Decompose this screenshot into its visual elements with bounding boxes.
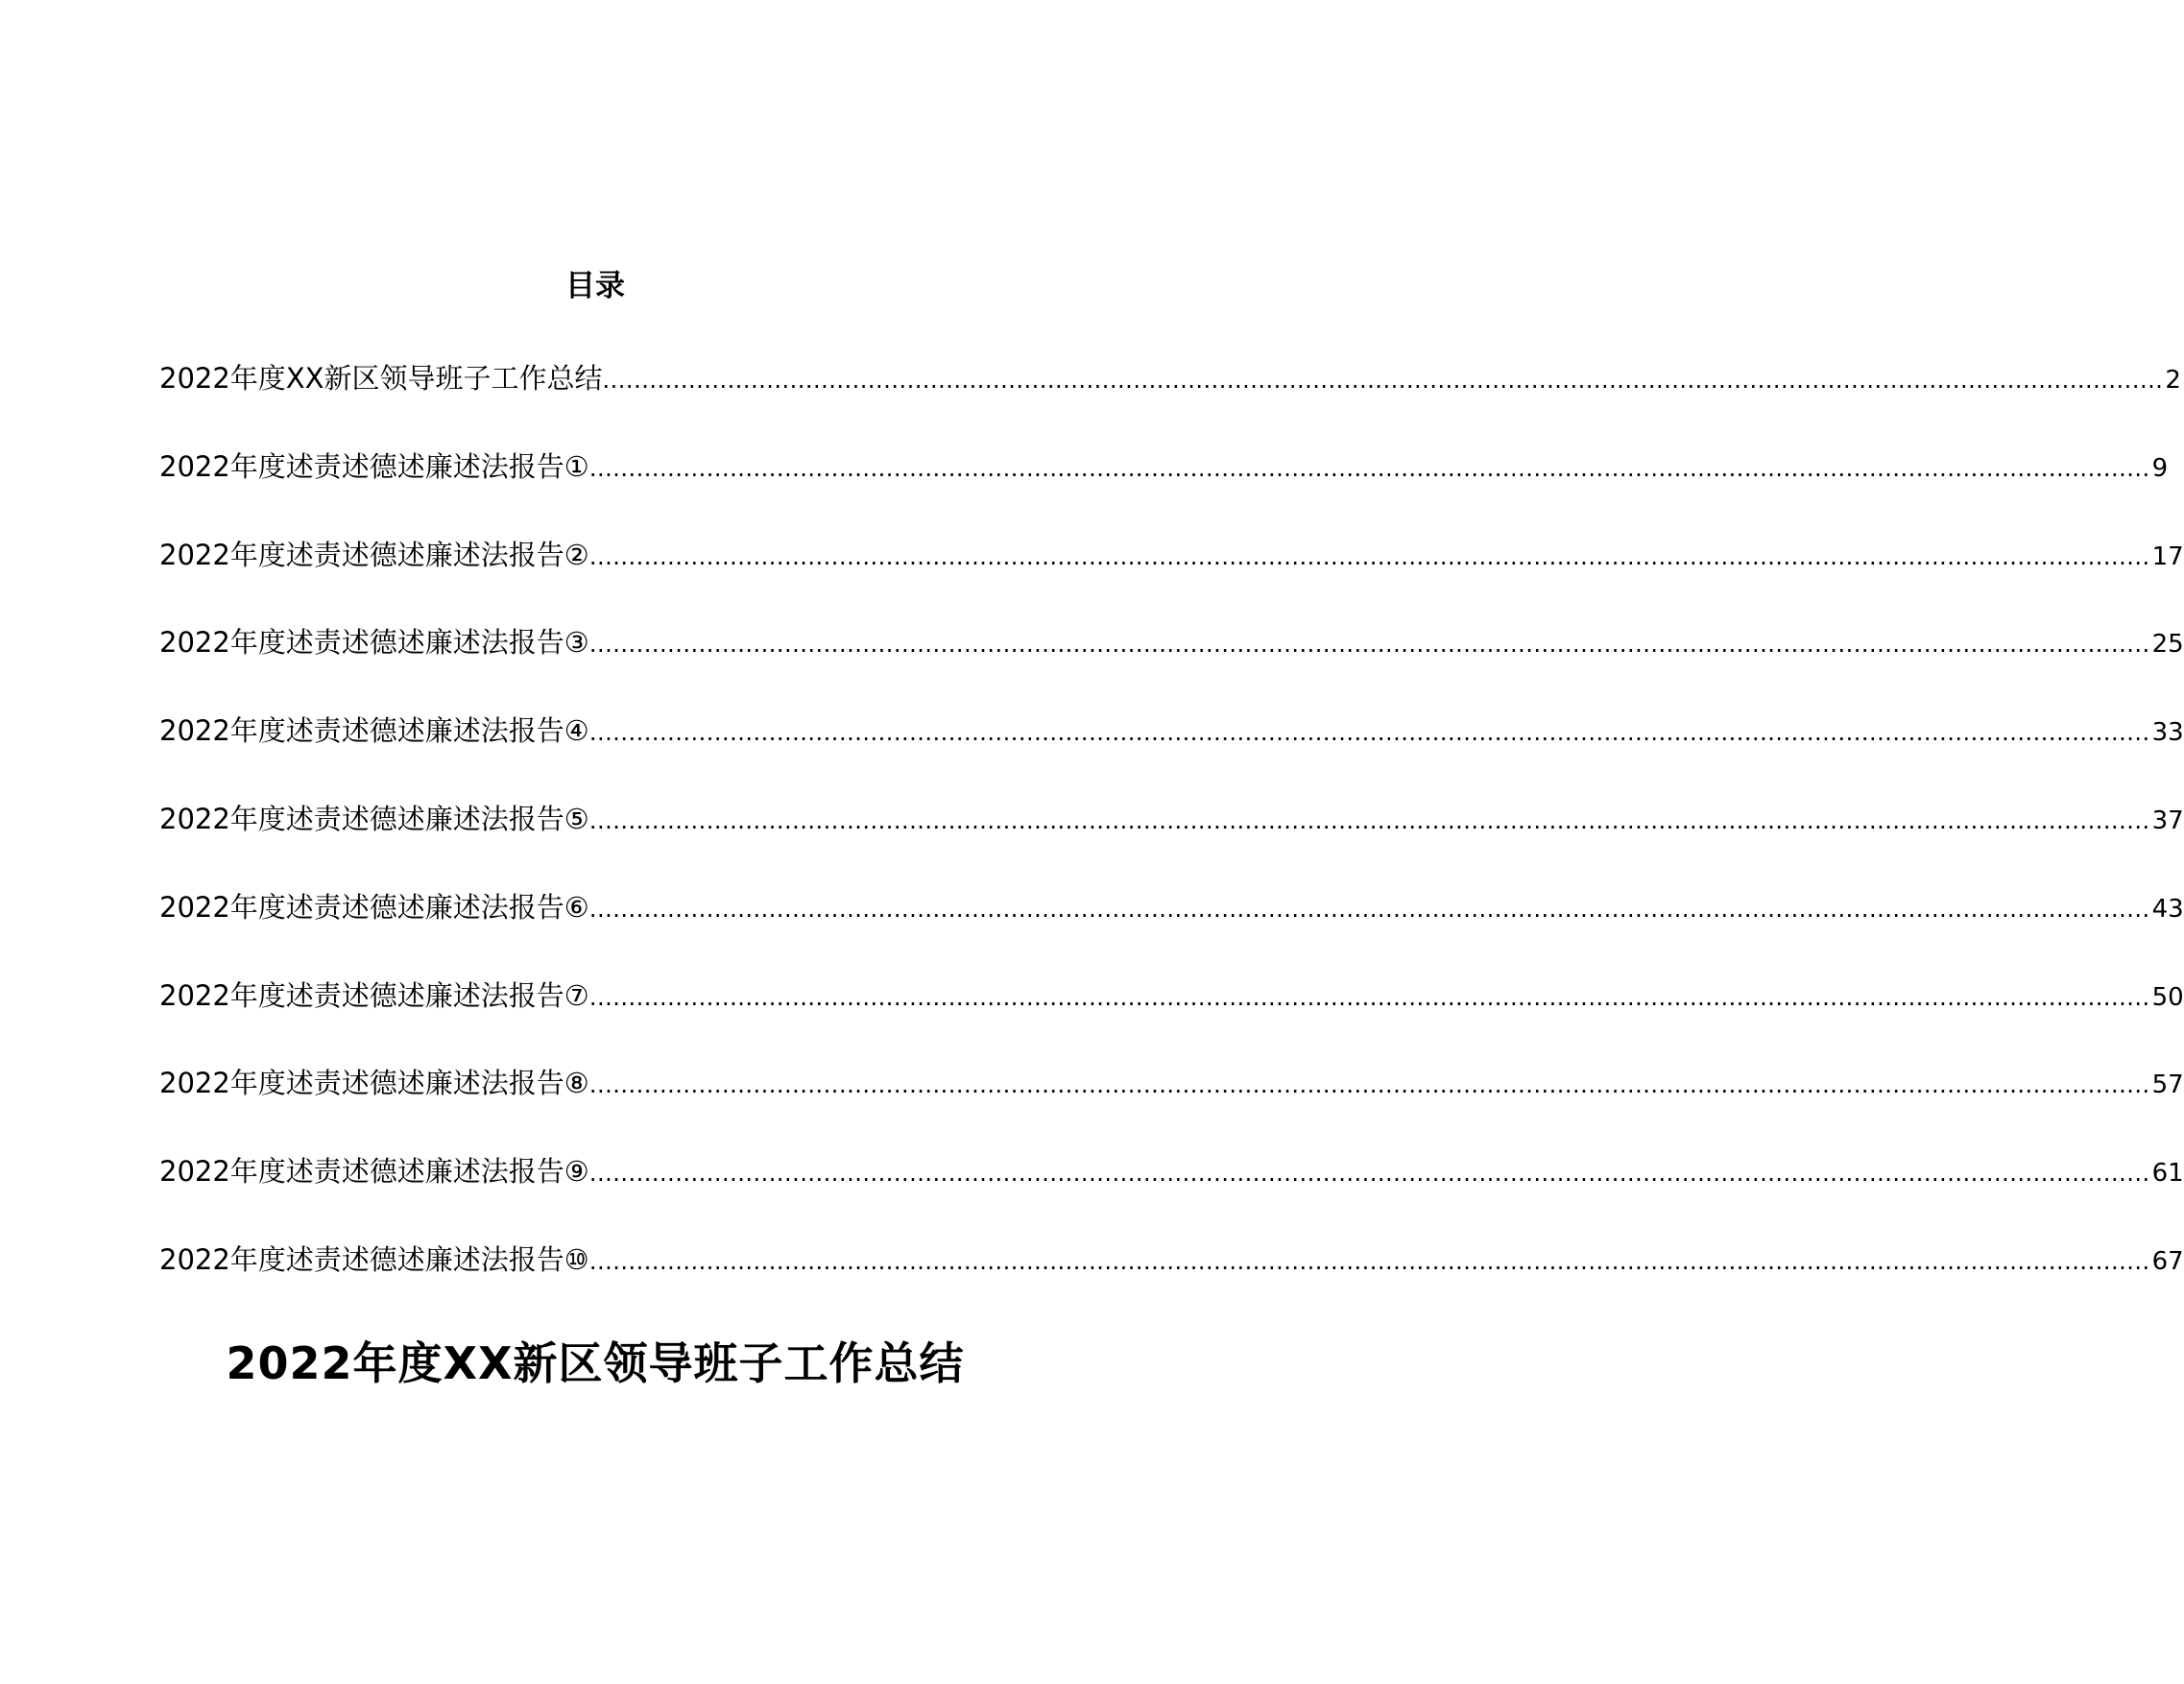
toc-entry-page-number: 61 — [2151, 1159, 2184, 1189]
toc-entry[interactable] — [159, 973, 2184, 1061]
toc-entry-page-number: 50 — [2151, 982, 2184, 1012]
toc-entry[interactable] — [159, 884, 2184, 973]
toc-entry[interactable] — [159, 1060, 2184, 1148]
toc-entry-page-number: 57 — [2151, 1071, 2184, 1100]
toc-entry[interactable] — [159, 708, 2184, 796]
toc-entry-title: 2022年度述责述德述廉述法报告① — [159, 449, 589, 483]
toc-entry-page-number: 43 — [2151, 894, 2184, 924]
toc-entry-title: 2022年度述责述德述廉述法报告⑥ — [159, 890, 589, 924]
toc-dot-leader: ........................................................................................................................................................................................................ — [588, 631, 2150, 659]
toc-entry-page-number: 33 — [2151, 718, 2184, 748]
toc-entry-page-number: 25 — [2151, 630, 2184, 660]
toc-entry-page-number: 67 — [2151, 1246, 2184, 1276]
toc-entry-page-number: 37 — [2151, 806, 2184, 835]
toc-dot-leader: ........................................................................................................................................................................................................ — [588, 1160, 2150, 1188]
toc-dot-leader: ........................................................................................................................................................................................................ — [602, 367, 2164, 394]
toc-entry-title: 2022年度述责述德述廉述法报告④ — [159, 714, 589, 748]
toc-entry-title: 2022年度述责述德述廉述法报告⑦ — [159, 978, 589, 1012]
toc-entry-title: 2022年度述责述德述廉述法报告② — [159, 538, 589, 571]
toc-entry-title: 2022年度述责述德述廉述法报告⑧ — [159, 1067, 589, 1100]
toc-dot-leader: ........................................................................................................................................................................................................ — [588, 983, 2150, 1011]
table-of-contents — [159, 355, 2184, 1325]
toc-entry-page-number: 17 — [2151, 541, 2184, 571]
toc-entry-page-number: 2 — [2165, 366, 2181, 395]
toc-dot-leader: ........................................................................................................................................................................................................ — [588, 719, 2150, 747]
document-title: 2022年度XX新区领导班子工作总结 — [226, 1337, 965, 1389]
toc-entry[interactable] — [159, 532, 2184, 620]
toc-dot-leader: ........................................................................................................................................................................................................ — [588, 1071, 2150, 1099]
toc-entry-title: 2022年度述责述德述廉述法报告⑨ — [159, 1155, 589, 1189]
toc-dot-leader: ........................................................................................................................................................................................................ — [588, 895, 2150, 923]
toc-entry[interactable] — [159, 619, 2184, 708]
toc-dot-leader: ........................................................................................................................................................................................................ — [588, 1247, 2150, 1275]
toc-entry[interactable] — [159, 1237, 2184, 1325]
toc-dot-leader: ........................................................................................................................................................................................................ — [588, 542, 2150, 570]
toc-entry[interactable] — [159, 796, 2184, 884]
toc-entry-title: 2022年度述责述德述廉述法报告⑤ — [159, 802, 589, 835]
toc-entry[interactable] — [159, 355, 2181, 444]
toc-entry-page-number: 9 — [2151, 453, 2169, 483]
toc-dot-leader: ........................................................................................................................................................................................................ — [588, 454, 2150, 482]
toc-entry-title: 2022年度述责述德述廉述法报告⑩ — [159, 1242, 589, 1276]
toc-heading: 目录 — [565, 269, 625, 303]
toc-entry[interactable] — [159, 1148, 2184, 1237]
toc-entry-title: 2022年度述责述德述廉述法报告③ — [159, 626, 589, 660]
toc-dot-leader: ........................................................................................................................................................................................................ — [588, 806, 2150, 834]
toc-entry-title: 2022年度XX新区领导班子工作总结 — [159, 362, 603, 395]
toc-entry[interactable] — [159, 444, 2169, 532]
